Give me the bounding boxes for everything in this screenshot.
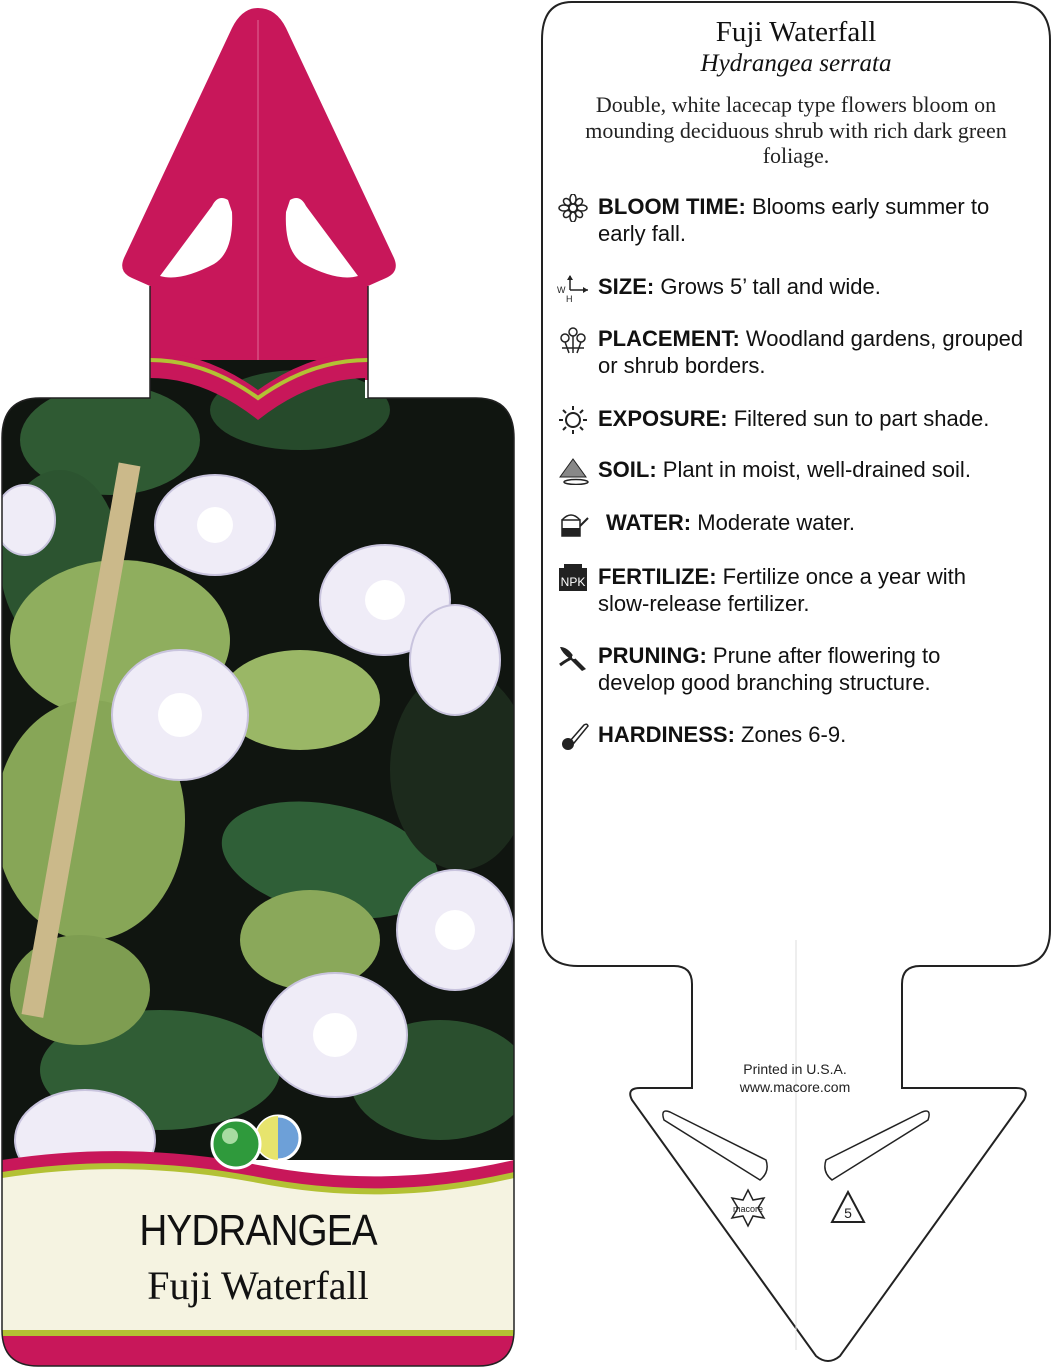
sun-icon — [556, 406, 590, 434]
pruners-icon — [556, 643, 590, 671]
tag-arrow-head — [122, 8, 396, 380]
info-placement: PLACEMENT: Woodland gardens, grouped or shrub borders. — [556, 325, 1026, 379]
plant-description: Double, white lacecap type flowers bloom on mounding deciduous shrub with rich dark green foliage. — [585, 92, 1007, 168]
hydrangea-photo — [0, 340, 530, 1190]
info-size: W H SIZE: Grows 5’ tall and wide. — [557, 274, 881, 302]
info-water: WATER: Moderate water. — [556, 509, 1026, 536]
info-fertilize: NPK FERTILIZE: Fertilize once a year with slow-release fertilizer. — [556, 563, 1026, 617]
website-url: www.macore.com — [739, 1079, 851, 1095]
macore-logo-text: macore — [732, 1204, 764, 1214]
size-icon-h: H — [566, 294, 573, 302]
size-arrows-icon — [556, 274, 590, 302]
watering-can-icon — [556, 510, 590, 538]
info-pruning: PRUNING: Prune after flowering to develop good branching structure. — [556, 642, 1026, 696]
back-common-name: Fuji Waterfall — [715, 16, 877, 48]
printed-in-usa: Printed in U.S.A. — [743, 1061, 847, 1077]
recycle-number: 5 — [844, 1205, 852, 1221]
plant-cultivar-title: Fuji Waterfall — [147, 1263, 369, 1308]
thermometer-icon — [556, 722, 590, 750]
info-exposure: EXPOSURE: Filtered sun to part shade. — [556, 405, 1026, 432]
back-latin-name: Hydrangea serrata — [700, 50, 892, 77]
plant-genus-title: HYDRANGEA — [139, 1206, 377, 1255]
info-hardiness: HARDINESS: Zones 6-9. — [556, 721, 1026, 748]
placement-icon — [556, 326, 590, 354]
info-bloom-time: BLOOM TIME: Blooms early summer to early fall. — [556, 193, 1026, 247]
soil-icon — [556, 457, 590, 485]
fertilizer-icon — [556, 564, 590, 592]
size-icon-w: W — [557, 285, 566, 295]
fertilizer-icon-text: NPK — [560, 575, 586, 589]
flower-icon — [556, 194, 590, 222]
info-soil: SOIL: Plant in moist, well-drained soil. — [556, 456, 1026, 483]
